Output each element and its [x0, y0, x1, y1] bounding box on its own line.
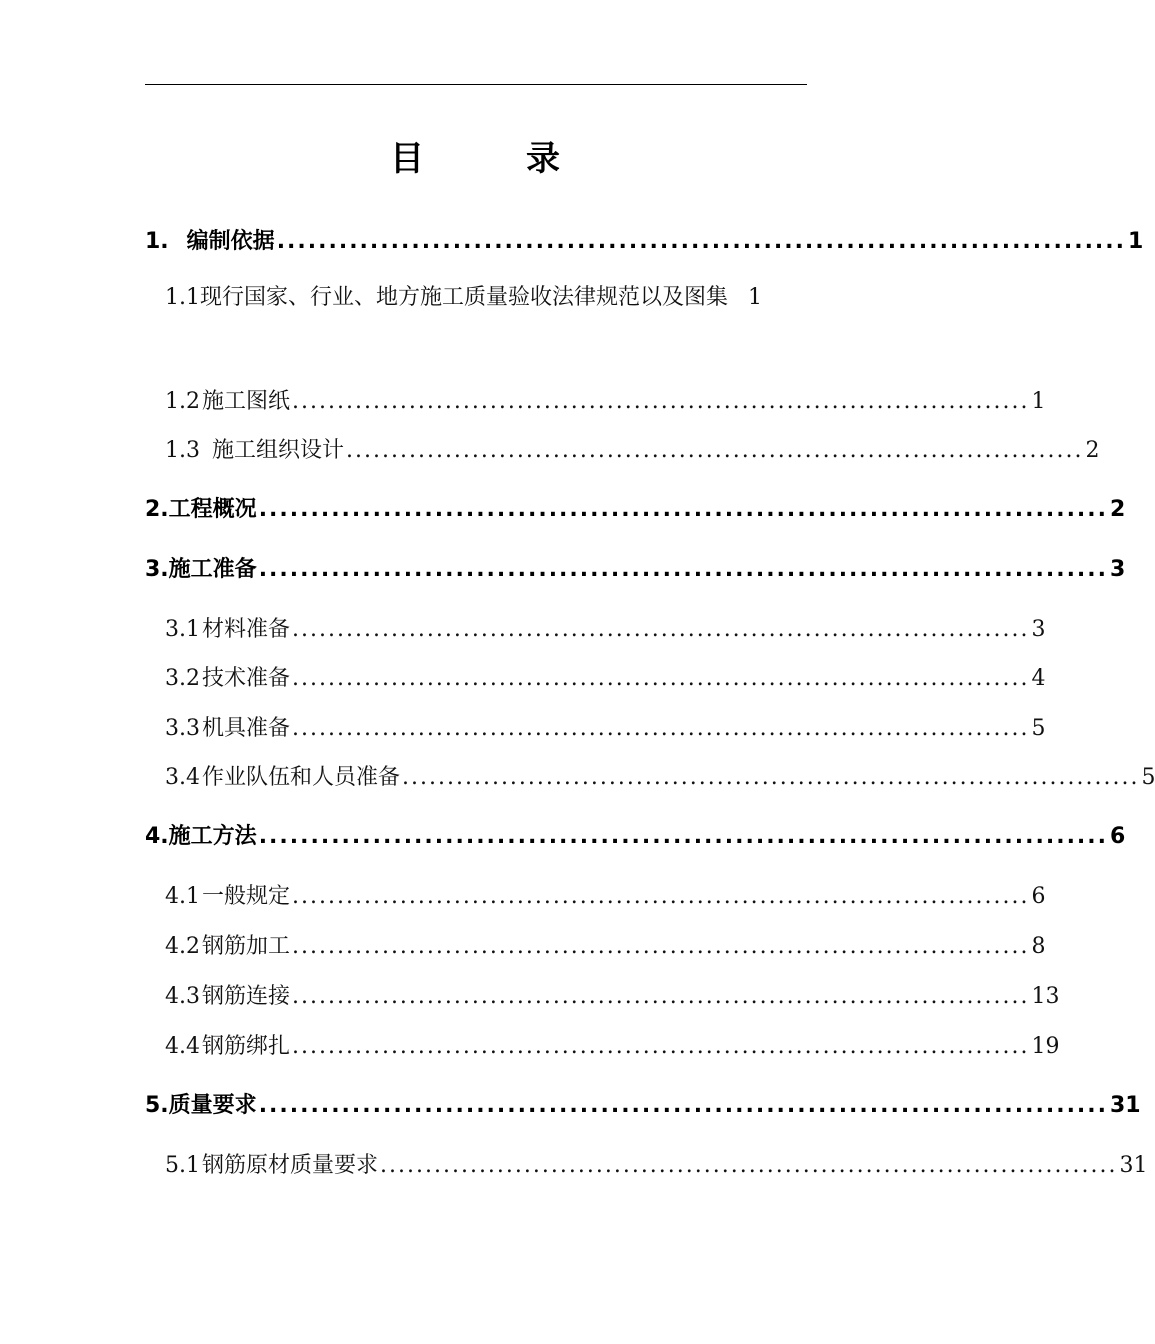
- toc-text: 施工方法: [168, 824, 257, 849]
- toc-text: 一般规定: [202, 884, 291, 909]
- toc-page: 19: [1031, 1034, 1060, 1059]
- toc-leader: ..................................................................................: [292, 716, 1030, 741]
- page-title: 目 录: [390, 139, 594, 179]
- toc-page: 4: [1031, 666, 1046, 691]
- toc-text: 钢筋连接: [202, 984, 291, 1009]
- header-rule: [145, 84, 807, 85]
- toc-entry[interactable]: [165, 384, 1046, 415]
- toc-page: 2: [1085, 438, 1100, 463]
- toc-text: 钢筋绑扎: [202, 1034, 291, 1059]
- toc-entry[interactable]: [165, 433, 1100, 464]
- toc-text: 质量要求: [168, 1093, 257, 1118]
- toc-text: 工程概况: [168, 497, 257, 522]
- toc-leader: ..................................................................................: [292, 666, 1030, 691]
- toc-number: 3.2: [165, 666, 200, 691]
- toc-leader: ..................................................................................: [292, 1034, 1030, 1059]
- toc-number: 5.: [145, 1093, 169, 1118]
- toc-number: 1.: [145, 229, 169, 254]
- toc-text: 机具准备: [202, 716, 291, 741]
- toc-entry[interactable]: [165, 1029, 1060, 1060]
- toc-text: 施工组织设计: [212, 438, 345, 463]
- toc-page: 8: [1031, 934, 1046, 959]
- toc-entry[interactable]: [165, 929, 1046, 960]
- toc-page: 1: [1128, 229, 1144, 254]
- toc-leader: ..................................................................................: [258, 557, 1108, 582]
- toc-text: 编制依据: [186, 229, 275, 254]
- toc-page: 31: [1110, 1093, 1141, 1118]
- toc-page: 1: [748, 285, 763, 310]
- toc-text: 施工图纸: [202, 389, 291, 414]
- toc-number: 4.1: [165, 884, 200, 909]
- toc-text: 施工准备: [168, 557, 257, 582]
- toc-leader: ..................................................................................: [258, 497, 1108, 522]
- toc-page: 13: [1031, 984, 1060, 1009]
- toc-leader: ..................................................................................: [292, 984, 1030, 1009]
- toc-page: 3: [1031, 617, 1046, 642]
- toc-leader: ..................................................................................: [292, 617, 1030, 642]
- toc-number: 4.3: [165, 984, 200, 1009]
- toc-page: 6: [1110, 824, 1126, 849]
- toc-page: 31: [1119, 1153, 1148, 1178]
- toc-text: 作业队伍和人员准备: [202, 765, 401, 790]
- toc-entry[interactable]: [165, 661, 1046, 692]
- toc-entry[interactable]: [165, 612, 1046, 643]
- toc-entry[interactable]: [145, 224, 1144, 255]
- toc-number: 4.2: [165, 934, 200, 959]
- toc-leader: ..................................................................................: [402, 765, 1140, 790]
- toc-number: 3.3: [165, 716, 200, 741]
- toc-text: 现行国家、行业、地方施工质量验收法律规范以及图集: [200, 285, 729, 310]
- toc-number: 3.1: [165, 617, 200, 642]
- toc-text: 材料准备: [202, 617, 291, 642]
- toc-entry[interactable]: [165, 711, 1046, 742]
- toc-number: 3.: [145, 557, 169, 582]
- toc-entry[interactable]: [145, 552, 1126, 583]
- toc-leader: ..................................................................................: [292, 934, 1030, 959]
- toc-entry[interactable]: [145, 492, 1126, 523]
- toc-number: 5.1: [165, 1153, 200, 1178]
- toc-entry[interactable]: [145, 1088, 1141, 1119]
- toc-entry[interactable]: [165, 879, 1046, 910]
- toc-text: 钢筋加工: [202, 934, 291, 959]
- toc-leader: ..................................................................................: [258, 824, 1108, 849]
- toc-entry[interactable]: [145, 819, 1126, 850]
- toc-leader: ..................................................................................: [292, 884, 1030, 909]
- toc-text: 技术准备: [202, 666, 291, 691]
- toc-entry[interactable]: [165, 1148, 1148, 1179]
- toc-leader: ..................................................................................: [258, 1093, 1108, 1118]
- toc-number: 3.4: [165, 765, 200, 790]
- toc-number: 4.: [145, 824, 169, 849]
- toc-number: 1.3: [165, 438, 200, 463]
- toc-leader: ..................................................................................: [292, 389, 1030, 414]
- toc-page: 5: [1031, 716, 1046, 741]
- toc-number: 1.1: [165, 285, 200, 310]
- toc-leader: ..................................................................................: [380, 1153, 1118, 1178]
- toc-entry[interactable]: [165, 979, 1060, 1010]
- toc-entry[interactable]: [165, 273, 807, 323]
- toc-page: 1: [1031, 389, 1046, 414]
- toc-page: 3: [1110, 557, 1126, 582]
- toc-leader: ..................................................................................: [276, 229, 1126, 254]
- toc-page: 2: [1110, 497, 1126, 522]
- toc-number: 1.2: [165, 389, 200, 414]
- toc-text: 钢筋原材质量要求: [202, 1153, 379, 1178]
- toc-page: 5: [1141, 765, 1155, 790]
- toc-leader: ..................................................................................: [346, 438, 1084, 463]
- toc-number: 4.4: [165, 1034, 200, 1059]
- toc-page: 6: [1031, 884, 1046, 909]
- toc-entry[interactable]: [165, 760, 1155, 791]
- toc-number: 2.: [145, 497, 169, 522]
